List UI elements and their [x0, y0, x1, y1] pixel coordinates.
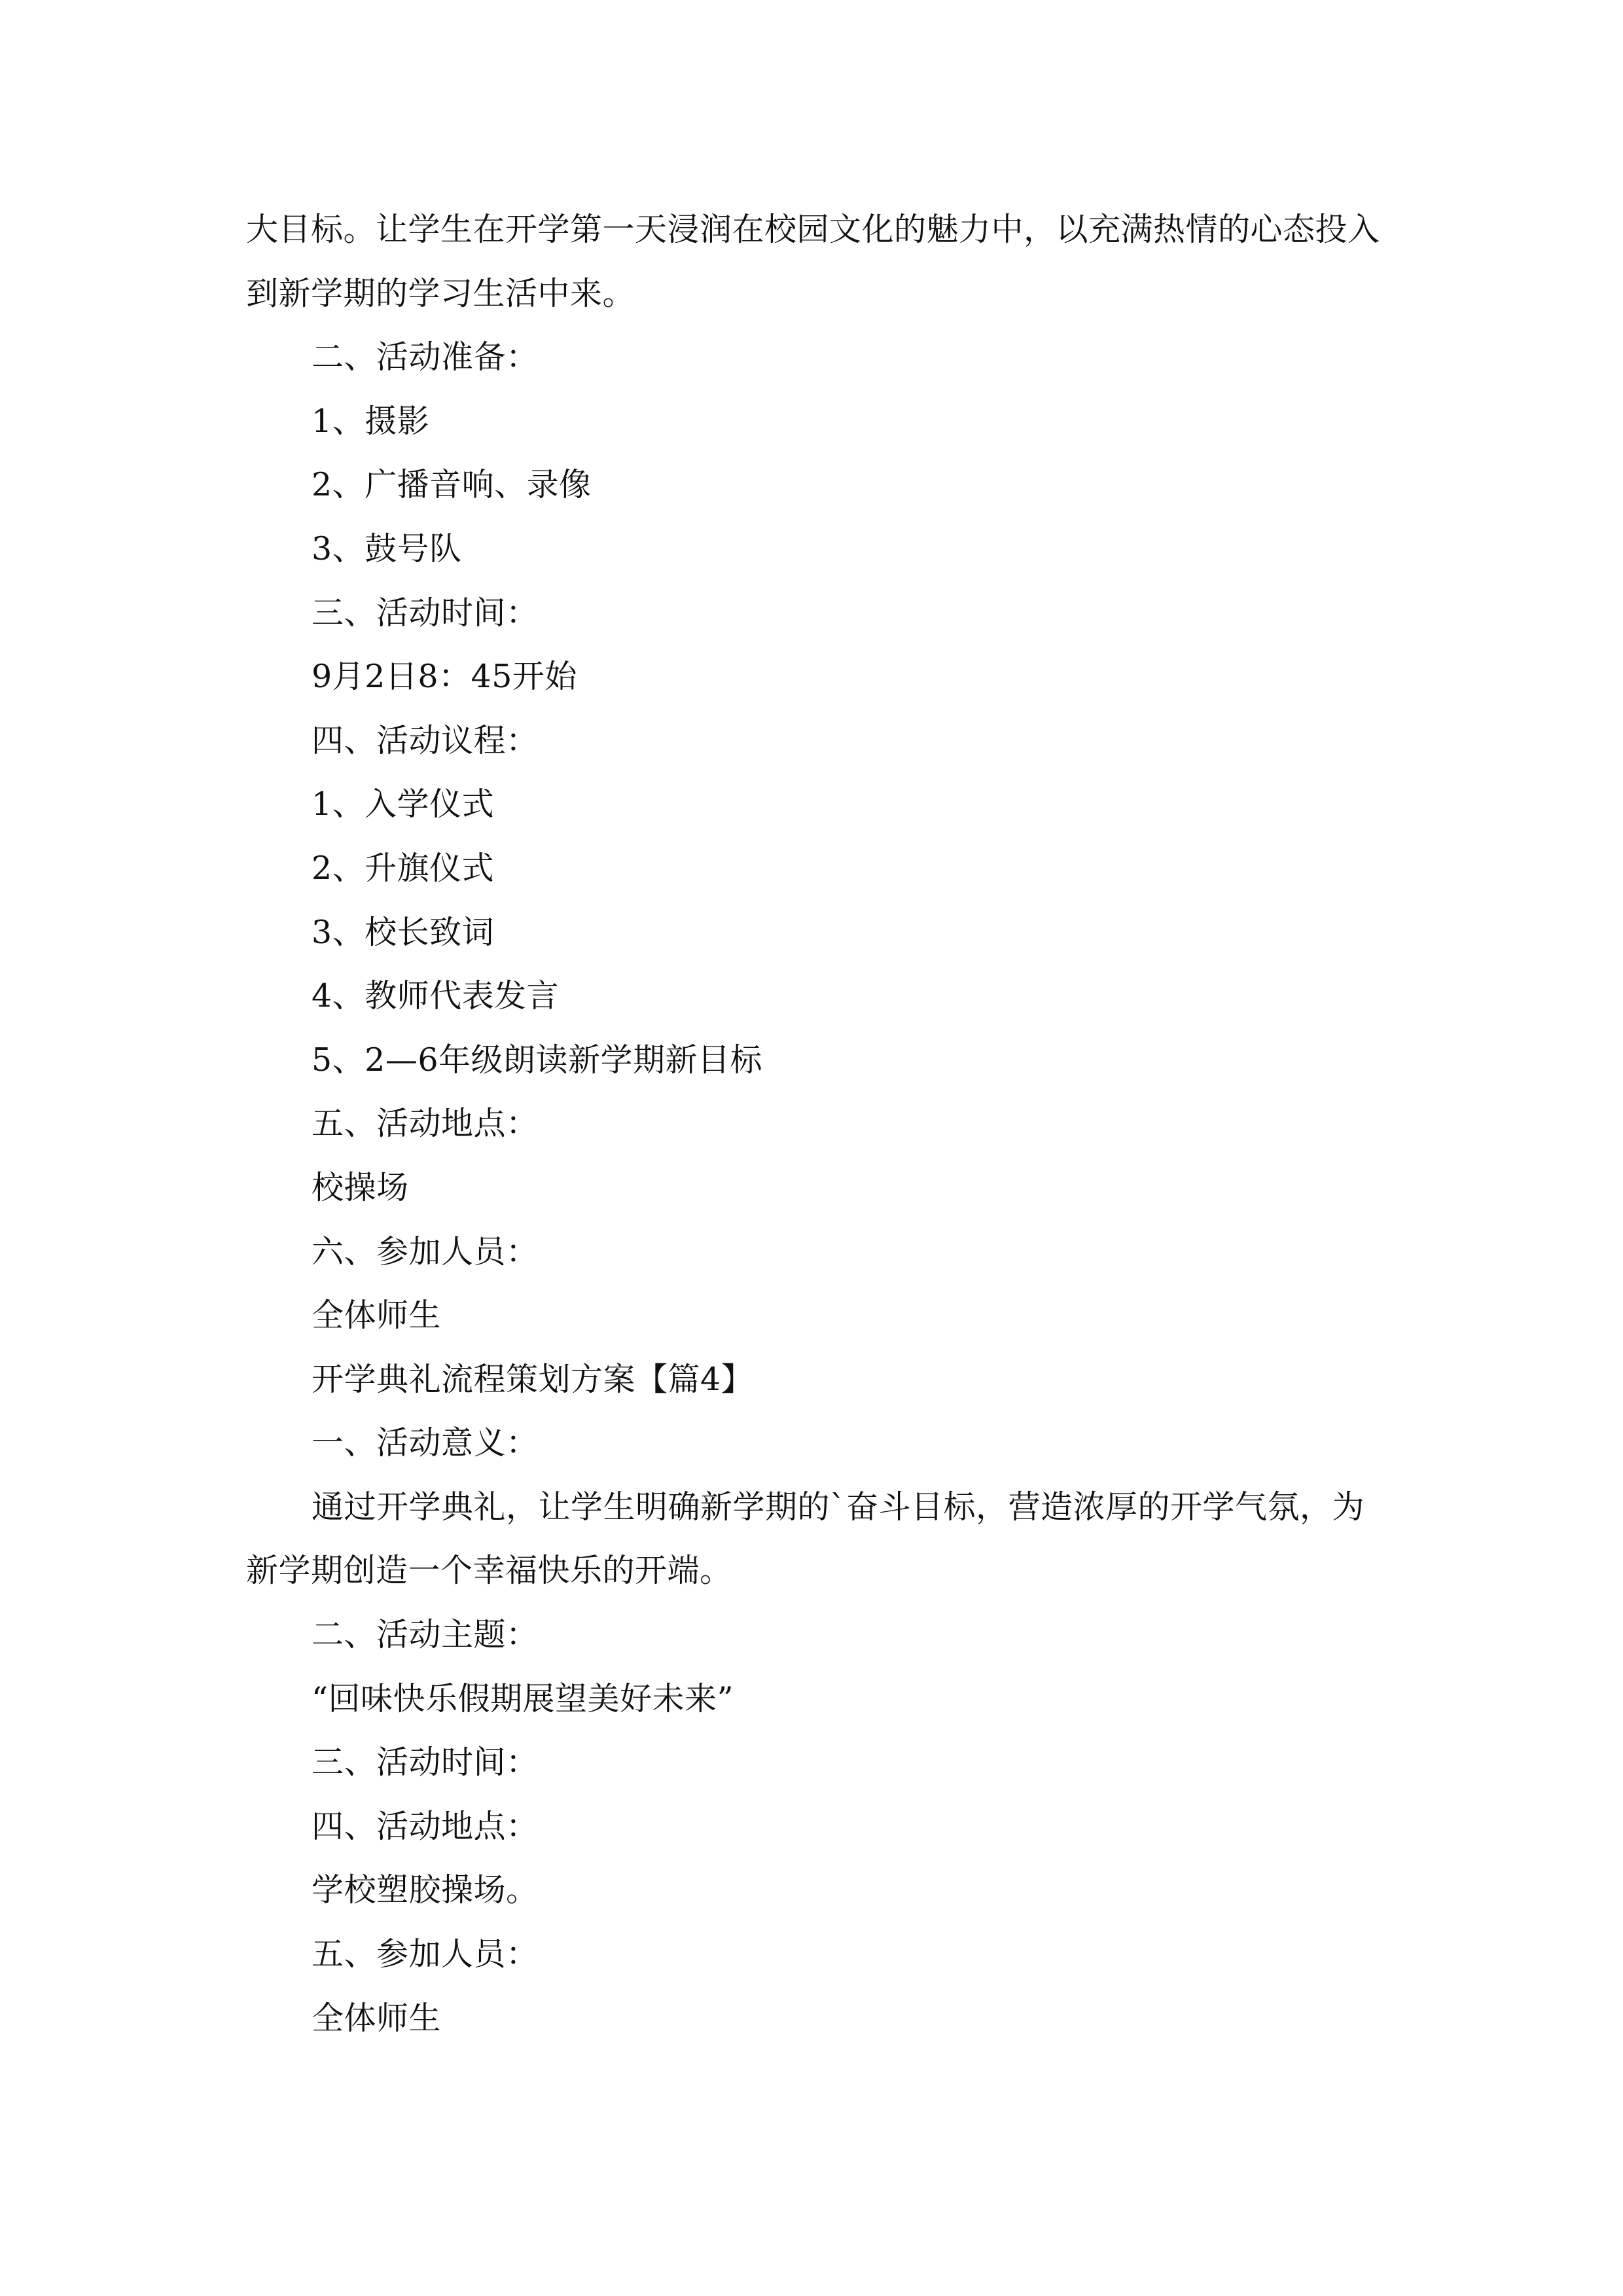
paragraph-line: 到新学期的学习生活中来。	[246, 274, 635, 312]
time-value: 9月2日8：45开始	[312, 658, 577, 696]
section-heading-location: 五、活动地点：	[312, 1105, 539, 1143]
section-heading-participants: 六、参加人员：	[312, 1232, 539, 1270]
list-item: 4、教师代表发言	[312, 977, 560, 1015]
section-heading-significance: 一、活动意义：	[312, 1424, 539, 1462]
list-item: 1、入学仪式	[312, 785, 495, 823]
section-heading-participants: 五、参加人员：	[312, 1935, 539, 1973]
paragraph-line: 大目标。让学生在开学第一天浸润在校园文化的魅力中，以充满热情的心态投入	[246, 211, 1380, 248]
theme-value: “回味快乐假期展望美好未来”	[312, 1679, 734, 1717]
section-heading-time: 三、活动时间：	[312, 594, 539, 632]
list-item: 1、摄影	[312, 402, 430, 440]
participants-value: 全体师生	[312, 1999, 442, 2037]
section-heading-theme: 二、活动主题：	[312, 1616, 539, 1654]
location-value: 学校塑胶操场。	[312, 1871, 539, 1909]
location-value: 校操场	[312, 1168, 409, 1206]
list-item: 2、广播音响、录像	[312, 466, 592, 504]
participants-value: 全体师生	[312, 1297, 442, 1335]
document-body	[246, 198, 1378, 2050]
section-heading-location: 四、活动地点：	[312, 1807, 539, 1845]
paragraph-line: 新学期创造一个幸福快乐的开端。	[246, 1552, 732, 1590]
article-title: 开学典礼流程策划方案【篇4】	[312, 1360, 754, 1398]
paragraph-line: 通过开学典礼，让学生明确新学期的`奋斗目标，营造浓厚的开学气氛，为	[312, 1488, 1365, 1526]
list-item: 3、鼓号队	[312, 529, 462, 567]
section-heading-time: 三、活动时间：	[312, 1744, 539, 1782]
list-item: 3、校长致词	[312, 913, 495, 951]
section-heading-agenda: 四、活动议程：	[312, 721, 539, 759]
list-item: 5、2—6年级朗读新学期新目标	[312, 1041, 763, 1079]
list-item: 2、升旗仪式	[312, 849, 495, 887]
section-heading-preparation: 二、活动准备：	[312, 338, 539, 376]
